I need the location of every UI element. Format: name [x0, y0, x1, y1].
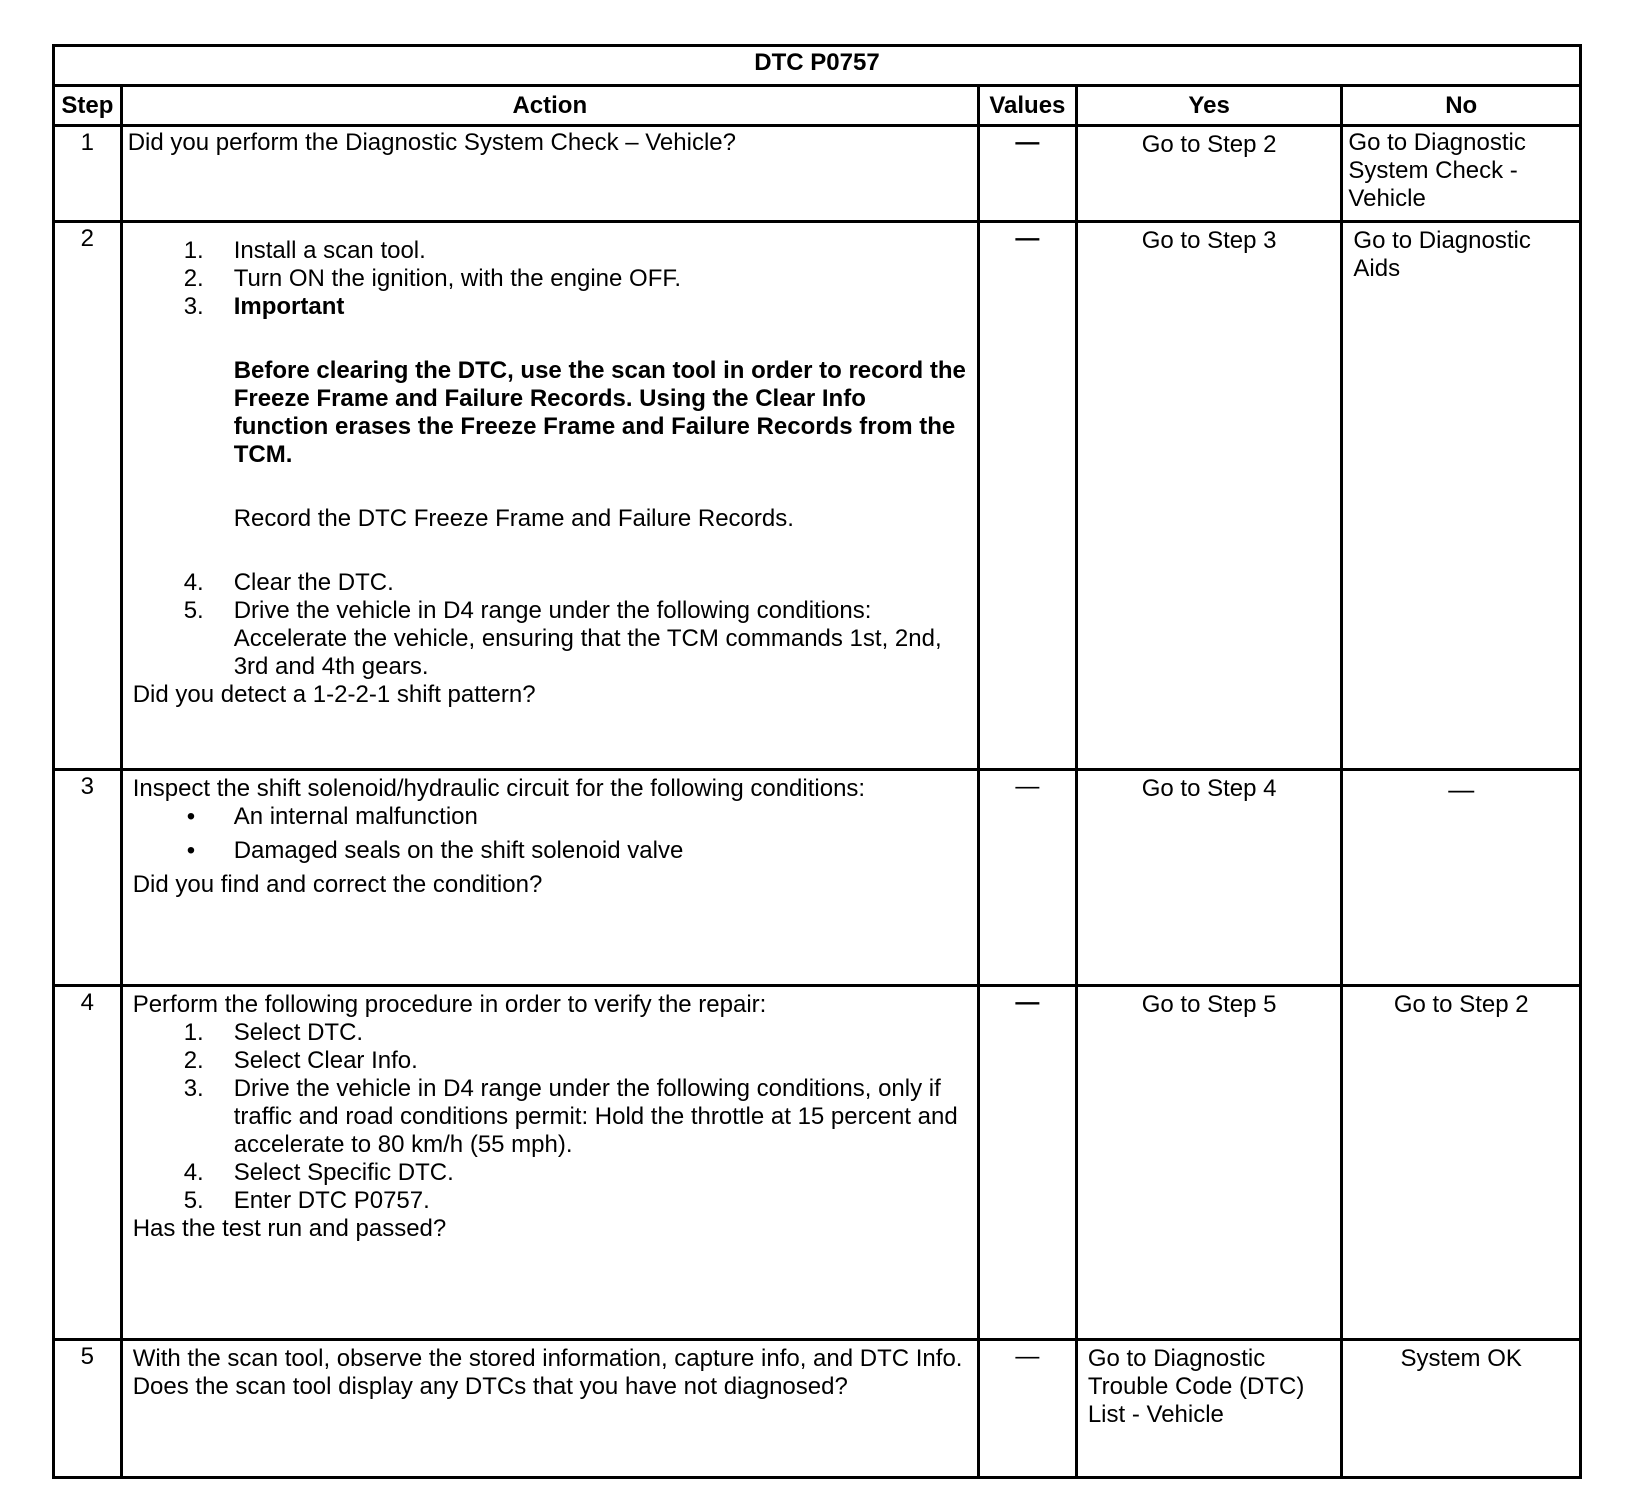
list-item: 2. Select Clear Info.	[183, 1047, 418, 1074]
no-result: Go to Step 2	[1393, 991, 1529, 1018]
values-cell: —	[978, 126, 1076, 222]
list-item: 4. Clear the DTC.	[183, 569, 394, 596]
header-no: No	[1342, 86, 1581, 126]
action-question: Does the scan tool display any DTCs that you have not diagnosed?	[132, 1373, 848, 1400]
action-question: Did you detect a 1-2-2-1 shift pattern?	[132, 681, 536, 708]
table-row-step-2	[54, 222, 1581, 770]
step-number: 2	[54, 222, 122, 770]
values-cell: —	[978, 222, 1076, 770]
list-item: 3. Drive the vehicle in D4 range under the following conditions, only if traffic and road conditions permit: Hold the throttle at 15 percent and accelerate to 80 km/h (55 mph).	[183, 1075, 958, 1158]
no-result: Go to Diagnostic Aids	[1353, 227, 1531, 282]
header-row	[54, 86, 1581, 126]
header-step: Step	[54, 86, 122, 126]
list-item: • An internal malfunction	[186, 803, 478, 830]
yes-cell	[1076, 1340, 1342, 1478]
step-number: 3	[54, 770, 122, 986]
yes-cell	[1076, 222, 1342, 770]
list-item: 5. Drive the vehicle in D4 range under the following conditions: Accelerate the vehicle, ensuring that the TCM commands 1st, 2nd, 3rd and 4th gears.	[183, 597, 942, 680]
yes-cell	[1076, 986, 1342, 1340]
action-intro: With the scan tool, observe the stored information, capture info, and DTC Info.	[132, 1345, 963, 1372]
table-row-step-4	[54, 986, 1581, 1340]
dtc-table	[52, 44, 1582, 1479]
no-cell	[1342, 770, 1581, 986]
action-question: Did you find and correct the condition?	[132, 871, 543, 898]
yes-result: Go to Step 2	[1141, 131, 1277, 158]
no-cell	[1342, 222, 1581, 770]
list-item: 4. Select Specific DTC.	[183, 1159, 454, 1186]
yes-result: Go to Step 3	[1141, 227, 1277, 254]
table-title: DTC P0757	[54, 46, 1581, 86]
yes-result: Go to Step 4	[1141, 775, 1277, 802]
no-result: Go to Diagnostic System Check - Vehicle	[1348, 129, 1526, 212]
record-instruction: Record the DTC Freeze Frame and Failure Records.	[233, 505, 794, 532]
action-cell	[121, 222, 978, 770]
yes-result: Go to Step 5	[1141, 991, 1277, 1018]
action-question: Did you perform the Diagnostic System Check – Vehicle?	[127, 129, 736, 156]
important-note: Before clearing the DTC, use the scan tool in order to record the Freeze Frame and Failure Records. Using the Clear Info function erases the Freeze Frame and Failure Records from the TCM.	[233, 357, 966, 468]
no-cell	[1342, 1340, 1581, 1478]
action-cell	[121, 126, 978, 222]
procedure-list	[133, 237, 967, 681]
important-title: Important	[233, 293, 345, 320]
no-cell	[1342, 986, 1581, 1340]
values-cell: —	[978, 770, 1076, 986]
list-item: 5. Enter DTC P0757.	[183, 1187, 430, 1214]
header-yes: Yes	[1076, 86, 1342, 126]
header-values: Values	[978, 86, 1076, 126]
action-question: Has the test run and passed?	[132, 1215, 447, 1242]
dtc-table-wrapper	[52, 44, 1582, 1479]
list-item: 2. Turn ON the ignition, with the engine OFF.	[183, 265, 682, 292]
procedure-list	[133, 1019, 967, 1215]
bullet-icon: •	[186, 837, 196, 864]
table-row-step-3	[54, 770, 1581, 986]
action-intro: Perform the following procedure in order to verify the repair:	[132, 991, 767, 1018]
action-intro: Inspect the shift solenoid/hydraulic circuit for the following conditions:	[132, 775, 866, 802]
yes-cell	[1076, 770, 1342, 986]
no-result: —	[1448, 774, 1475, 804]
step-number: 4	[54, 986, 122, 1340]
values-cell: —	[978, 1340, 1076, 1478]
no-cell	[1342, 126, 1581, 222]
action-cell	[121, 1340, 978, 1478]
table-row-step-5	[54, 1340, 1581, 1478]
list-item: 1. Install a scan tool.	[183, 237, 426, 264]
list-item: 1. Select DTC.	[183, 1019, 364, 1046]
condition-list	[133, 803, 967, 871]
header-action: Action	[121, 86, 978, 126]
no-result: System OK	[1400, 1345, 1522, 1372]
list-item: • Damaged seals on the shift solenoid valve	[186, 837, 684, 864]
action-cell	[121, 986, 978, 1340]
table-row-step-1	[54, 126, 1581, 222]
yes-cell	[1076, 126, 1342, 222]
step-number: 5	[54, 1340, 122, 1478]
step-number: 1	[54, 126, 122, 222]
action-cell	[121, 770, 978, 986]
yes-result: Go to Diagnostic Trouble Code (DTC) List - Vehicle	[1087, 1345, 1305, 1428]
values-cell: —	[978, 986, 1076, 1340]
bullet-icon: •	[186, 803, 196, 830]
list-item: 3. Important Before clearing the DTC, use the scan tool in order to record the Freeze Frame and Failure Records. Using the Clear Info function erases the Freeze Frame and Failure Records from the TCM. Record the DTC Freeze Frame and Failure Records.	[183, 293, 966, 532]
